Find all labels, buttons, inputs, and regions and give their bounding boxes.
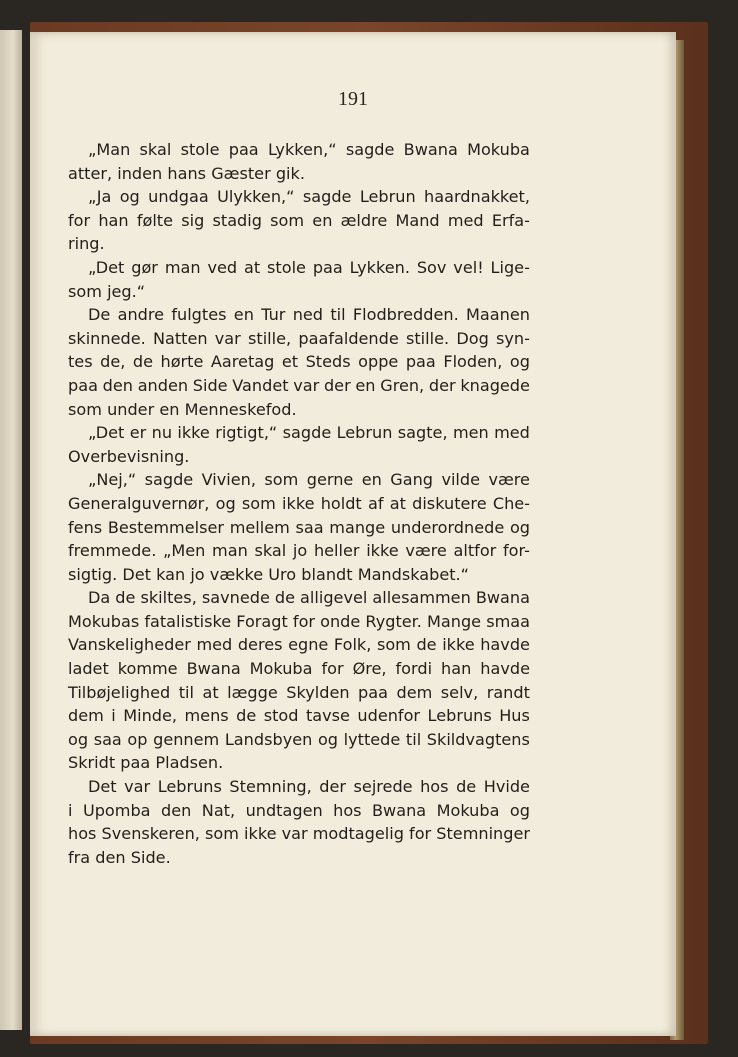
text-line: tes de, de hørte Aaretag et Steds oppe paa Floden, og [68, 352, 530, 372]
text-line: dem i Minde, mens de stod tavse udenfor Lebruns Hus [68, 706, 530, 726]
text-line: for han følte sig stadig som en ældre Mand med Erfa- [68, 210, 530, 230]
text-line: Generalguvernør, og som ikke holdt af at diskutere Che- [68, 493, 530, 513]
text-line: hos Svenskeren, som ikke var modtagelig for Stemninger [68, 824, 530, 844]
text-line: paa den anden Side Vandet var der en Gren, der knagede [68, 375, 530, 395]
text-line: fra den Side. [68, 847, 171, 867]
text-line: Da de skiltes, savnede de alligevel allesammen Bwana [88, 588, 530, 608]
text-line: „Det gør man ved at stole paa Lykken. Sov vel! Lige- [88, 257, 530, 277]
text-line: Skridt paa Pladsen. [68, 753, 224, 773]
text-line: i Upomba den Nat, undtagen hos Bwana Mokuba og [68, 800, 530, 820]
text-line: atter, inden hans Gæster gik. [68, 163, 305, 183]
text-line: Mokubas fatalistiske Foragt for onde Rygter. Mange smaa [68, 611, 530, 631]
text-line: og saa op gennem Landsbyen og lyttede til Skildvagtens [68, 729, 530, 749]
text-line: ring. [68, 234, 105, 254]
text-line: „Det er nu ikke rigtigt,“ sagde Lebrun sagte, men med [88, 423, 530, 443]
text-line: som jeg.“ [68, 281, 146, 301]
book-page [30, 32, 676, 1036]
text-line: som under en Menneskefod. [68, 399, 297, 419]
text-line: skinnede. Natten var stille, paafaldende stille. Dog syn- [68, 328, 530, 348]
text-line: De andre fulgtes en Tur ned til Flodbredden. Maanen [88, 305, 530, 325]
text-line: „Man skal stole paa Lykken,“ sagde Bwana Mokuba [88, 140, 530, 159]
page-number: 191 [338, 88, 368, 110]
body-text [68, 138, 530, 869]
text-line: Vanskeligheder med deres egne Folk, som de ikke havde [68, 635, 530, 655]
text-line: Det var Lebruns Stemning, der sejrede hos de Hvide [88, 777, 530, 797]
text-line: Tilbøjelighed til at lægge Skylden paa dem selv, randt [68, 682, 530, 702]
text-line: sigtig. Det kan jo vække Uro blandt Mandskabet.“ [68, 564, 470, 584]
text-line: „Ja og undgaa Ulykken,“ sagde Lebrun haardnakket, [88, 187, 530, 207]
text-line: ladet komme Bwana Mokuba for Øre, fordi han havde [68, 659, 530, 679]
adjacent-page-edge [0, 30, 22, 1030]
text-line: Overbevisning. [68, 446, 190, 466]
text-line: „Nej,“ sagde Vivien, som gerne en Gang vilde være [88, 470, 530, 490]
text-line: fens Bestemmelser mellem saa mange underordnede og [68, 517, 530, 537]
text-line: fremmede. „Men man skal jo heller ikke være altfor for- [68, 541, 530, 561]
